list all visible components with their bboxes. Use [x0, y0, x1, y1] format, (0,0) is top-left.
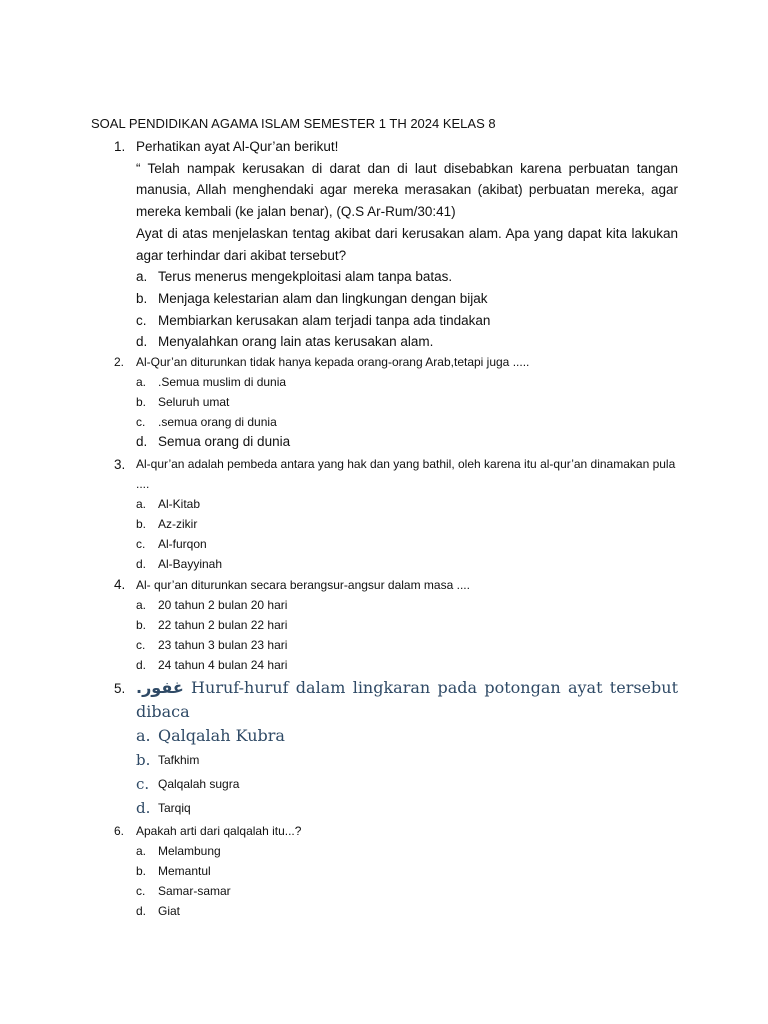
question-4 [114, 575, 678, 675]
option-d[interactable]: d. 24 tahun 4 bulan 24 hari [136, 658, 288, 672]
option-a[interactable]: a. Terus menerus mengekploitasi alam tanpa batas. [136, 269, 453, 285]
question-2 [114, 352, 678, 452]
question-text: Al- qur’an diturunkan secara berangsur-angsur dalam masa .... [136, 578, 470, 592]
question-number: 1. [114, 139, 126, 154]
option-a[interactable]: a. 20 tahun 2 bulan 20 hari [136, 598, 288, 612]
option-a[interactable]: a. .Semua muslim di dunia [136, 375, 287, 389]
question-text: Al-Qur’an diturunkan tidak hanya kepada orang-orang Arab,tetapi juga ..... [136, 355, 530, 369]
option-b[interactable]: b. Seluruh umat [136, 395, 230, 409]
question-number: 3. [114, 457, 126, 472]
question-quote: “ Telah nampak kerusakan di darat dan di laut disebabkan karena perbuatan tangan manusia, Allah menghendaki agar mereka merasakan (akibat) perbuatan mereka, agar mereka kembali (ke jalan benar), (Q.S Ar-Rum/30:41) [136, 160, 678, 220]
arabic-word: .غفور [136, 678, 184, 697]
question-intro: Perhatikan ayat Al-Qur’an berikut! [136, 139, 339, 154]
option-a[interactable]: a. Qalqalah Kubra [136, 726, 285, 745]
question-1 [114, 136, 678, 353]
option-c[interactable]: c. Qalqalah sugra [136, 775, 240, 793]
option-c[interactable]: c. 23 tahun 3 bulan 23 hari [136, 638, 288, 652]
question-number: 6. [114, 824, 125, 838]
option-b[interactable]: b. Memantul [136, 864, 211, 878]
question-text: Apakah arti dari qalqalah itu...? [136, 824, 302, 838]
option-c[interactable]: c. Membiarkan kerusakan alam terjadi tanpa ada tindakan [136, 312, 491, 328]
question-number: 2. [114, 355, 125, 369]
question-text: Al-qur’an adalah pembeda antara yang hak dan yang bathil, oleh karena itu al-qur’an dinamakan pula .... [136, 457, 676, 491]
option-a[interactable]: a. Melambung [136, 844, 221, 858]
option-b[interactable]: b. Menjaga kelestarian alam dan lingkungan dengan bijak [136, 290, 488, 306]
page-title: SOAL PENDIDIKAN AGAMA ISLAM SEMESTER 1 TH 2024 KELAS 8 [91, 116, 496, 131]
option-b[interactable]: b. Tafkhim [136, 751, 200, 769]
question-number: 4. [114, 577, 126, 592]
option-c[interactable]: c. Al-furqon [136, 537, 207, 551]
option-d[interactable]: d. Semua orang di dunia [136, 434, 291, 449]
question-text: Ayat di atas menjelaskan tentag akibat dari kerusakan alam. Apa yang dapat kita lakukan agar terhindar dari akibat tersebut? [136, 225, 678, 263]
option-d[interactable]: d. Al-Bayyinah [136, 557, 223, 571]
question-5 [114, 676, 678, 820]
option-b[interactable]: b. Az-zikir [136, 517, 198, 531]
question-3 [114, 454, 678, 574]
question-number: 5. [114, 681, 126, 696]
option-b[interactable]: b. 22 tahun 2 bulan 22 hari [136, 618, 288, 632]
option-d[interactable]: d. Tarqiq [136, 799, 191, 817]
question-6 [114, 821, 678, 921]
option-a[interactable]: a. Al-Kitab [136, 497, 201, 511]
option-c[interactable]: c. Samar-samar [136, 884, 231, 898]
option-d[interactable]: d. Giat [136, 904, 181, 918]
question-text: .غفور Huruf-huruf dalam lingkaran pada potongan ayat tersebut dibaca [136, 678, 678, 721]
option-c[interactable]: c. .semua orang di dunia [136, 415, 277, 429]
option-d[interactable]: d. Menyalahkan orang lain atas kerusakan alam. [136, 334, 434, 350]
